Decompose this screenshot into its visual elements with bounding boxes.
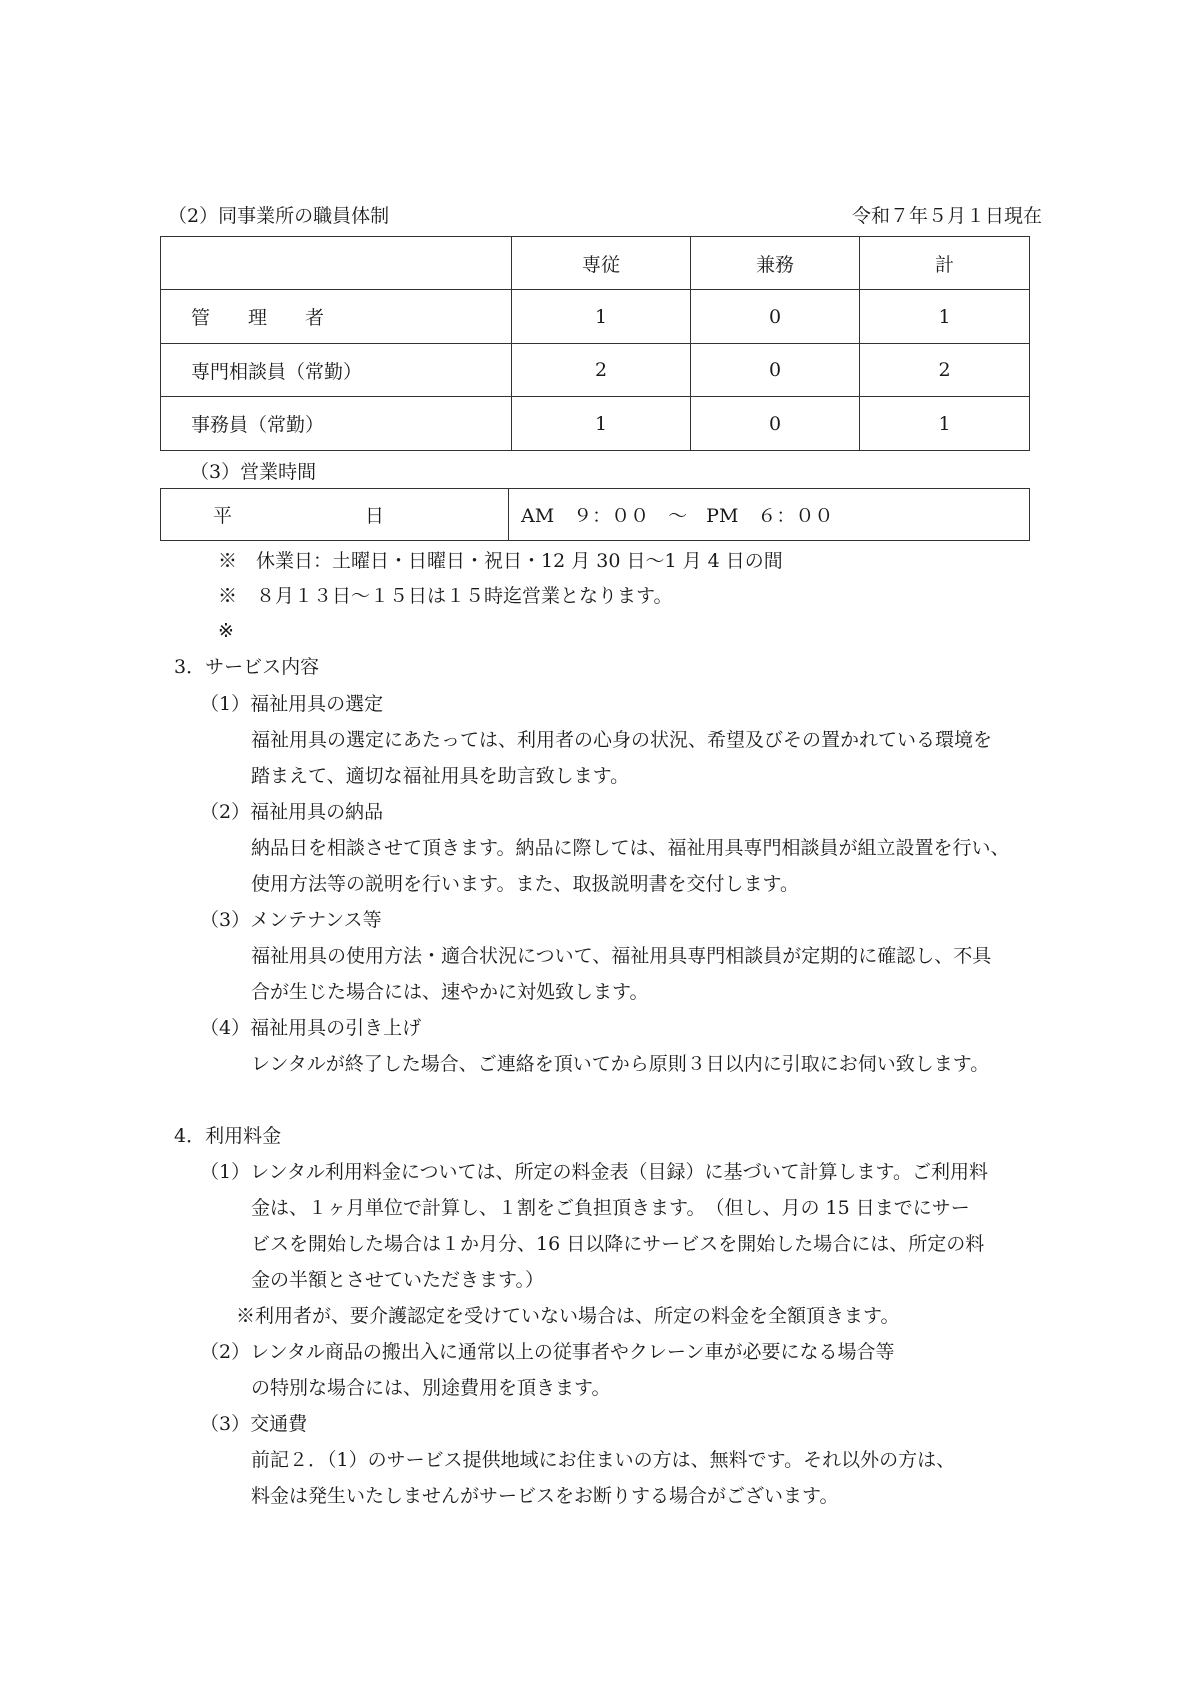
service-item-text: 納品日を相談させて頂きます。納品に際しては、福祉用具専門相談員が組立設置を行い、 bbox=[251, 837, 1010, 859]
staff-heading: （2）同事業所の職員体制 bbox=[168, 205, 390, 227]
service-item-title: （3）メンテナンス等 bbox=[200, 909, 382, 931]
cell-value: 1 bbox=[512, 290, 691, 344]
table-row bbox=[161, 397, 1030, 451]
staff-table-header bbox=[161, 237, 1030, 290]
cell-value: 0 bbox=[691, 344, 860, 397]
fees-item-text: の特別な場合には、別途費用を頂きます。 bbox=[251, 1377, 611, 1399]
service-item-text: 福祉用具の使用方法・適合状況について、福祉用具専門相談員が定期的に確認し、不具 bbox=[251, 945, 992, 967]
cell-value: 2 bbox=[512, 344, 691, 397]
services-heading: 3．サービス内容 bbox=[174, 656, 320, 678]
hours-time: AM ９：００ ～ PM ６：００ bbox=[509, 489, 1030, 541]
fees-item-text: 前記２．（1）のサービス提供地域にお住まいの方は、無料です。それ以外の方は、 bbox=[251, 1449, 956, 1471]
service-item-text: レンタルが終了した場合、ご連絡を頂いてから原則３日以内に引取にお伺い致します。 bbox=[251, 1053, 990, 1075]
table-row bbox=[161, 344, 1030, 397]
hours-note: ※ ８月１３日～１５日は１５時迄営業となります。 bbox=[218, 585, 673, 607]
staff-table bbox=[160, 236, 1030, 451]
hours-note: ※ 休業日：土曜日・日曜日・祝日・12 月 30 日～1 月 4 日の間 bbox=[218, 550, 783, 572]
cell-value: 1 bbox=[860, 397, 1030, 451]
cell-value: 2 bbox=[860, 344, 1030, 397]
cell-value: 1 bbox=[512, 397, 691, 451]
service-item-title: （1）福祉用具の選定 bbox=[200, 693, 384, 715]
service-item-text: 合が生じた場合には、速やかに対処致します。 bbox=[251, 981, 649, 1003]
fees-item-text: （1）レンタル利用料金については、所定の料金表（目録）に基づいて計算します。ご利用料 bbox=[200, 1161, 988, 1183]
hours-note: ※ bbox=[218, 620, 234, 642]
fees-item-text: 金の半額とさせていただきます。） bbox=[251, 1269, 544, 1291]
hours-heading: （3）営業時間 bbox=[190, 461, 317, 483]
service-item-text: 踏まえて、適切な福祉用具を助言致します。 bbox=[251, 765, 630, 787]
fees-item-text: ビスを開始した場合は１か月分、16 日以降にサービスを開始した場合には、所定の料 bbox=[251, 1233, 985, 1255]
header-cell-dedicated: 専従 bbox=[512, 237, 691, 290]
fees-heading: 4．利用料金 bbox=[174, 1125, 282, 1147]
hours-row bbox=[161, 489, 1030, 541]
row-label: 専門相談員（常勤） bbox=[161, 344, 512, 397]
header-cell-total: 計 bbox=[860, 237, 1030, 290]
fees-item-text: 金は、１ヶ月単位で計算し、１割をご負担頂きます。 （但し、月の 15 日までにサー bbox=[251, 1197, 970, 1219]
hours-day-label: 平 日 bbox=[161, 489, 509, 541]
service-item-text: 使用方法等の説明を行います。また、取扱説明書を交付します。 bbox=[251, 873, 799, 895]
service-item-title: （4）福祉用具の引き上げ bbox=[200, 1017, 422, 1039]
fees-item-text: （2）レンタル商品の搬出入に通常以上の従事者やクレーン車が必要になる場合等 bbox=[200, 1341, 895, 1363]
cell-value: 0 bbox=[691, 397, 860, 451]
service-item-text: 福祉用具の選定にあたっては、利用者の心身の状況、希望及びその置かれている環境を bbox=[251, 729, 993, 751]
cell-value: 1 bbox=[860, 290, 1030, 344]
fees-item-text: 料金は発生いたしませんがサービスをお断りする場合がございます。 bbox=[251, 1485, 839, 1507]
header-cell-concurrent: 兼務 bbox=[691, 237, 860, 290]
cell-value: 0 bbox=[691, 290, 860, 344]
as-of-date: 令和７年５月１日現在 bbox=[851, 205, 1042, 227]
header-cell-empty bbox=[161, 237, 512, 290]
table-row bbox=[161, 290, 1030, 344]
hours-table bbox=[160, 488, 1030, 541]
fees-note: ※利用者が、要介護認定を受けていない場合は、所定の料金を全額頂きます。 bbox=[236, 1305, 900, 1327]
fees-item-title: （3）交通費 bbox=[200, 1413, 308, 1435]
service-item-title: （2）福祉用具の納品 bbox=[200, 801, 384, 823]
row-label: 管 理 者 bbox=[161, 290, 512, 344]
row-label: 事務員（常勤） bbox=[161, 397, 512, 451]
